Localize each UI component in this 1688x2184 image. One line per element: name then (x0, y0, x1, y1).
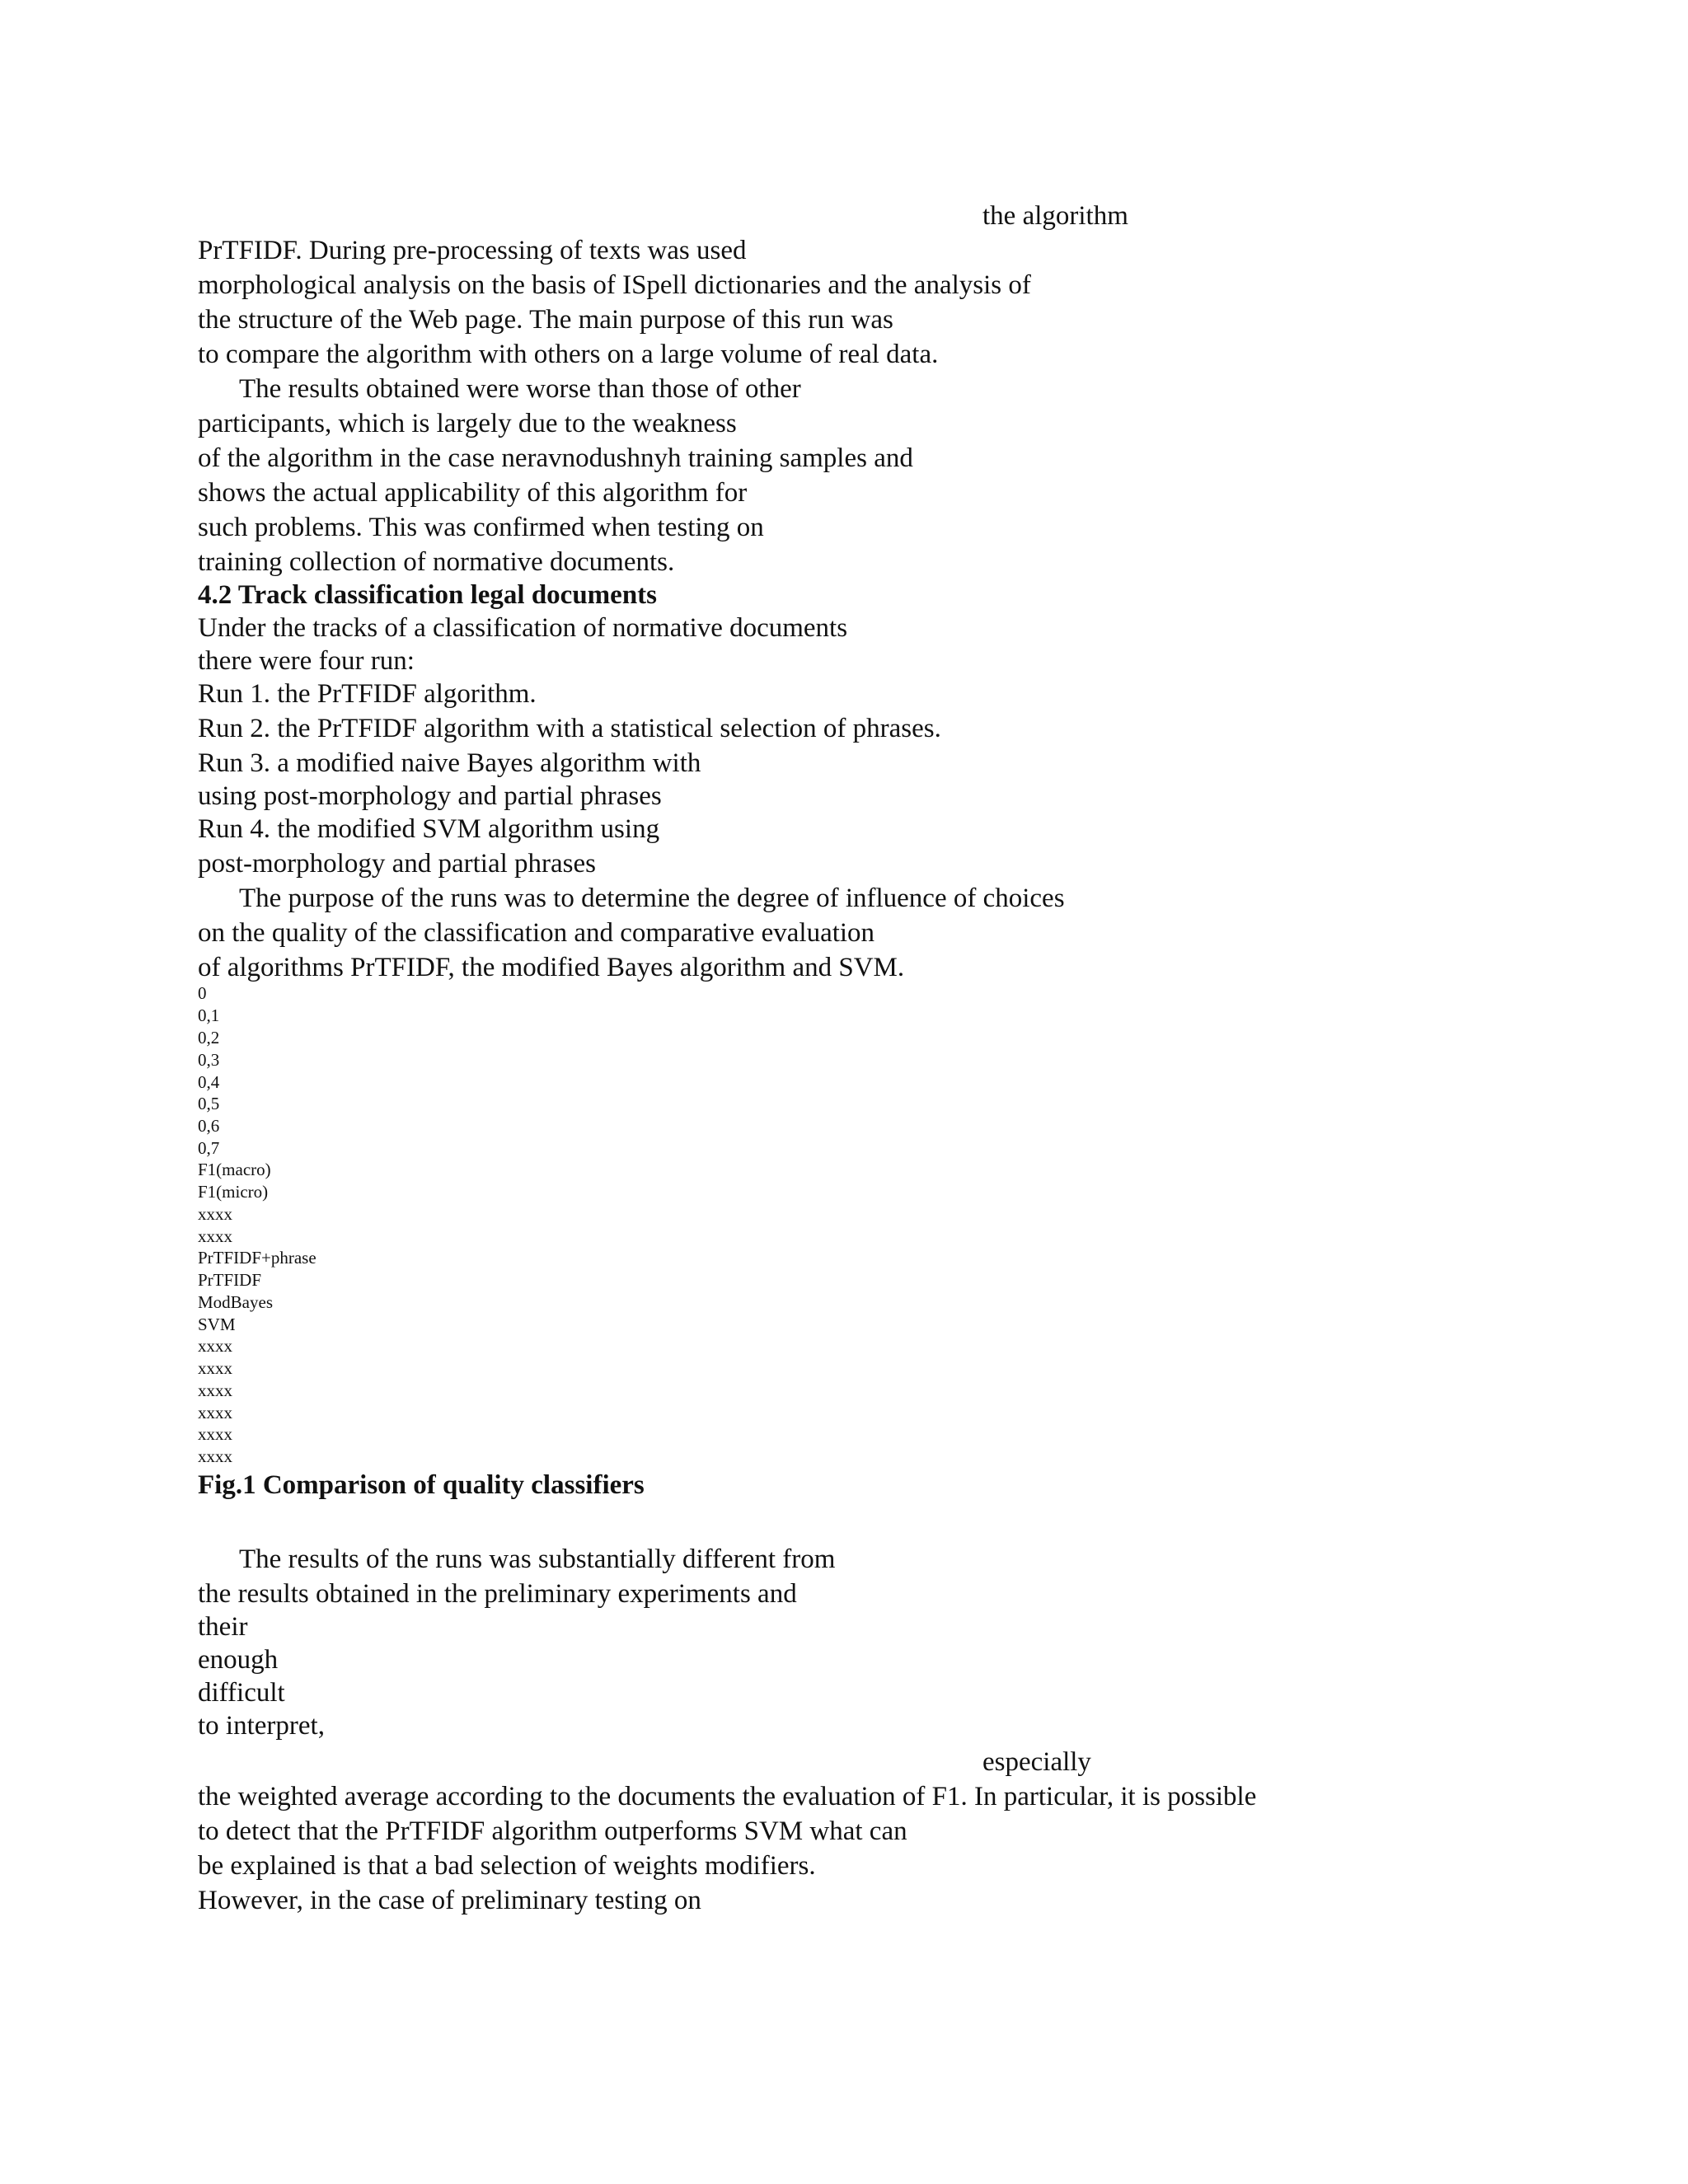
para2-line: of the algorithm in the case neravnodushnyh training samples and (198, 443, 913, 473)
para2-line: The results obtained were worse than those of other (239, 374, 801, 404)
para6-line: However, in the case of preliminary testing on (198, 1886, 701, 1915)
para2-line: shows the actual applicability of this algorithm for (198, 478, 748, 508)
para4-line: on the quality of the classification and comparative evaluation (198, 918, 875, 948)
chart-legend-label: PrTFIDF (198, 1270, 262, 1290)
para1-line: to compare the algorithm with others on a large volume of real data. (198, 340, 939, 369)
chart-tick-label: 0,5 (198, 1094, 220, 1113)
para2-line: training collection of normative documents. (198, 547, 675, 577)
para5-line: to interpret, (198, 1711, 325, 1741)
chart-placeholder-label: xxxx (198, 1358, 232, 1378)
chart-placeholder-label: xxxx (198, 1336, 232, 1356)
para1-line: PrTFIDF. During pre-processing of texts was used (198, 236, 747, 265)
chart-tick-label: 0,1 (198, 1005, 220, 1025)
para6-line: be explained is that a bad selection of weights modifiers. (198, 1851, 816, 1881)
top-fragment: the algorithm (982, 201, 1128, 231)
chart-placeholder-label: xxxx (198, 1226, 232, 1246)
para6-line: to detect that the PrTFIDF algorithm outperforms SVM what can (198, 1816, 907, 1846)
para3-line: Run 2. the PrTFIDF algorithm with a statistical selection of phrases. (198, 714, 941, 743)
chart-tick-label: 0,4 (198, 1072, 220, 1092)
para3-line: Run 1. the PrTFIDF algorithm. (198, 679, 537, 709)
chart-placeholder-label: xxxx (198, 1380, 232, 1400)
chart-legend-label: ModBayes (198, 1292, 273, 1312)
para5-line: their (198, 1612, 248, 1642)
chart-legend-label: SVM (198, 1315, 236, 1334)
chart-tick-label: 0,3 (198, 1050, 220, 1070)
para6-line: the weighted average according to the documents the evaluation of F1. In particular, it is possible (198, 1782, 1257, 1811)
para4-line: of algorithms PrTFIDF, the modified Bayes algorithm and SVM. (198, 953, 905, 982)
para5-line: difficult (198, 1678, 285, 1708)
para2-line: participants, which is largely due to the weakness (198, 409, 737, 438)
chart-placeholder-label: xxxx (198, 1424, 232, 1444)
para5-line: The results of the runs was substantially different from (239, 1544, 836, 1574)
chart-category-label: F1(macro) (198, 1160, 271, 1179)
para3-line: Run 4. the modified SVM algorithm using (198, 814, 660, 844)
para5-line: enough (198, 1645, 279, 1675)
para2-line: such problems. This was confirmed when testing on (198, 513, 764, 542)
section-heading: 4.2 Track classification legal documents (198, 580, 658, 610)
para3-line: Under the tracks of a classification of normative documents (198, 613, 848, 643)
para3-line: post-morphology and partial phrases (198, 849, 596, 879)
para1-line: the structure of the Web page. The main purpose of this run was (198, 305, 893, 335)
para1-line: morphological analysis on the basis of ISpell dictionaries and the analysis of (198, 270, 1031, 300)
para5-right-fragment: especially (982, 1747, 1091, 1777)
chart-placeholder-label: xxxx (198, 1204, 232, 1224)
chart-legend-label: PrTFIDF+phrase (198, 1248, 316, 1268)
chart-placeholder-label: xxxx (198, 1446, 232, 1466)
para3-line: there were four run: (198, 646, 415, 676)
para3-line: using post-morphology and partial phrases (198, 781, 662, 811)
chart-tick-label: 0,6 (198, 1116, 220, 1136)
para5-line: the results obtained in the preliminary experiments and (198, 1579, 797, 1609)
chart-tick-label: 0,2 (198, 1028, 220, 1047)
chart-tick-label: 0 (198, 983, 207, 1003)
chart-category-label: F1(micro) (198, 1182, 269, 1202)
chart-placeholder-label: xxxx (198, 1403, 232, 1422)
para3-line: Run 3. a modified naive Bayes algorithm with (198, 748, 701, 778)
figure-caption: Fig.1 Comparison of quality classifiers (198, 1470, 645, 1500)
chart-tick-label: 0,7 (198, 1138, 220, 1158)
para4-line: The purpose of the runs was to determine the degree of influence of choices (239, 883, 1065, 913)
